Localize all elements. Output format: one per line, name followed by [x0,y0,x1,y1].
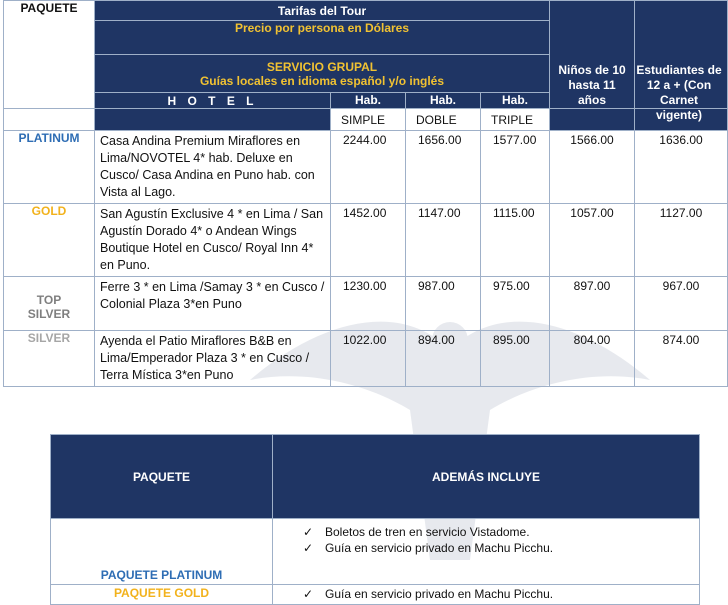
hab-type-doble: DOBLE [406,109,481,131]
price-subtitle: Precio por persona en Dólares [95,21,550,55]
price-triple: 895.00 [481,331,550,387]
price-ninos: 1057.00 [550,204,635,277]
hotel-header: H O T E L [95,93,331,109]
hab-type-triple: TRIPLE [481,109,550,131]
hotel-cell: Casa Andina Premium Miraflores en Lima/NOVOTEL 4* hab. Deluxe en Cusco/ Casa Andina en Puno hab. con Vista al Lago. [95,131,331,204]
gold-includes [273,585,700,605]
hotel-cell: Ayenda el Patio Miraflores B&B en Lima/Emperador Plaza 3 * en Cusco / Terra Mística 3*en Puno [95,331,331,387]
price-simple: 1230.00 [331,277,406,331]
price-doble: 987.00 [406,277,481,331]
hotel-cell: San Agustín Exclusive 4 * en Lima / San Agustín Dorado 4* o Andean Wings Boutique Hotel en Cusco/ Royal Inn 4* en Puno. [95,204,331,277]
incluye-table [50,434,700,605]
check-icon: ✓ [303,525,314,539]
list-item: ✓ Guía en servicio privado en Machu Picchu. [303,541,554,555]
paquete-gold: GOLD [4,204,95,277]
price-estudiantes: 1636.00 [635,131,728,204]
incluye-paquete-header: PAQUETE [51,435,273,519]
price-ninos: 804.00 [550,331,635,387]
platinum-includes [273,519,700,585]
table-row [4,331,728,387]
check-icon: ✓ [303,541,314,555]
hab-header: Hab. [331,93,406,109]
price-simple: 1022.00 [331,331,406,387]
paquete-gold-label: PAQUETE GOLD [51,585,273,605]
price-doble: 894.00 [406,331,481,387]
paquete-platinum: PLATINUM [4,131,95,204]
estudiantes-header: Estudiantes de 12 a + (Con Carnet vigente) [636,63,722,122]
price-triple: 1115.00 [481,204,550,277]
list-item: ✓ Guía en servicio privado en Machu Picchu. [303,587,554,601]
paquete-silver: SILVER [4,331,95,387]
price-simple: 1452.00 [331,204,406,277]
tour-title: Tarifas del Tour [95,1,550,21]
price-ninos: 897.00 [550,277,635,331]
paquete-top-silver: TOP SILVER [4,277,95,331]
price-doble: 1147.00 [406,204,481,277]
paquete-header: PAQUETE [4,1,95,109]
price-simple: 2244.00 [331,131,406,204]
hab-header: Hab. [481,93,550,109]
paquete-platinum-label: PAQUETE PLATINUM [51,519,273,585]
check-icon: ✓ [303,587,314,601]
price-estudiantes: 874.00 [635,331,728,387]
servicio-grupal: SERVICIO GRUPAL Guías locales en idioma español y/o inglés [95,55,550,93]
price-doble: 1656.00 [406,131,481,204]
table-row [4,204,728,277]
price-triple: 975.00 [481,277,550,331]
hab-type-simple: SIMPLE [331,109,406,131]
ademas-incluye-header: ADEMÁS INCLUYE [273,435,700,519]
list-item: ✓ Boletos de tren en servicio Vistadome. [303,525,530,539]
price-estudiantes: 967.00 [635,277,728,331]
tarifas-table [3,0,728,387]
table-row [4,131,728,204]
price-triple: 1577.00 [481,131,550,204]
hotel-cell: Ferre 3 * en Lima /Samay 3 * en Cusco / Colonial Plaza 3*en Puno [95,277,331,331]
price-ninos: 1566.00 [550,131,635,204]
price-estudiantes: 1127.00 [635,204,728,277]
hab-header: Hab. [406,93,481,109]
table-row [4,277,728,331]
ninos-header: Niños de 10 hasta 11 años [558,63,626,107]
